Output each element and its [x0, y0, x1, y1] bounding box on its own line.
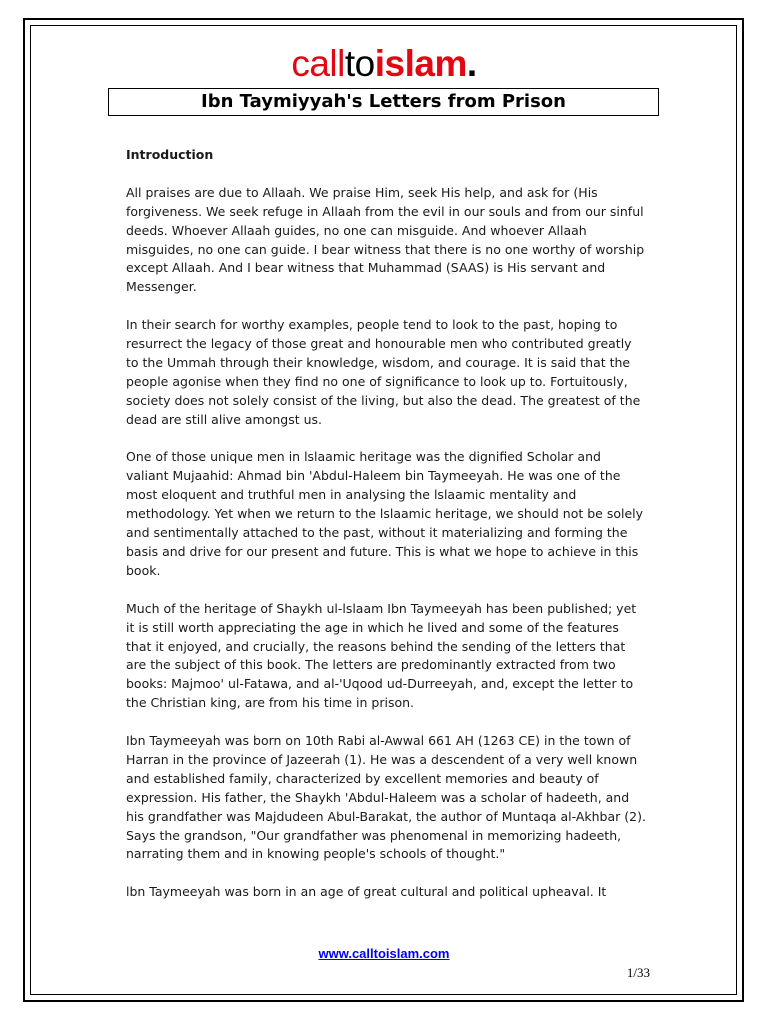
page-number: 1/33: [626, 965, 650, 980]
website-link[interactable]: www.calltoislam.com: [318, 946, 450, 961]
logo-islam: islam: [374, 43, 467, 84]
paragraph: Ibn Taymeeyah was born on 10th Rabi al-Awwal 661 AH (1263 CE) in the town of Harran in the province of Jazeerah (1). He was a descendent of a very well known and established family, characterized by excellent memories and beauty of expression. His father, the Shaykh 'Abdul-Haleem was a scholar of hadeeth, and his grandfather was Majdudeen Abul-Barakat, the author of Muntaqa al-Akhbar (2). Says the grandson, "Our grandfather was phenomenal in memorizing hadeeth, narrating them and in knowing people's schools of thought.": [126, 733, 646, 862]
paragraph: Much of the heritage of Shaykh ul-lslaam Ibn Taymeeyah has been published; yet it is still worth appreciating the age in which he lived and some of the features that it enjoyed, and crucially, the reasons behind the sending of the letters that are the subject of this book. The letters are predominantly extracted from two books: Majmoo' ul-Fatawa, and al-'Uqood ud-Durreeyah, and, except the letter to the Christian king, are from his time in prison.: [126, 600, 637, 711]
paragraph: All praises are due to Allaah. We praise Him, seek His help, and ask for (His forgiveness. We seek refuge in Allaah from the evil in our souls and from our sinful deeds. Whoever Allaah guides, no one can misguide. And whoever Allaah misguides, no one can guide. I bear witness that there is no one worthy of worship except Allaah. And I bear witness that Muhammad (SAAS) is His servant and Messenger.: [126, 184, 645, 295]
paragraph: One of those unique men in lslaamic heritage was the dignified Scholar and valiant Mujaahid: Ahmad bin 'Abdul-Haleem bin Taymeeyah. He was one of the most eloquent and truthful men in analysing the lslaamic mentality and methodology. Yet when we return to the lslaamic heritage, we should not be solely and sentimentally attached to the past, without it materializing and forming the basis and drive for our present and future. This is what we hope to achieve in this book.: [126, 449, 644, 578]
document-body: [126, 146, 646, 921]
document-title: Ibn Taymiyyah's Letters from Prison: [108, 88, 659, 116]
logo-dot: .: [466, 43, 477, 84]
section-heading: Introduction: [126, 147, 214, 162]
logo-to: to: [344, 43, 375, 84]
paragraph: In their search for worthy examples, people tend to look to the past, hoping to resurrect the legacy of those great and honourable men who contributed greatly to the Ummah through their knowledge, wisdom, and courage. It is said that the people agonise when they find no one of significance to look up to. Fortuitously, society does not solely consist of the living, but also the dead. The greatest of the dead are still alive amongst us.: [126, 317, 641, 427]
calltoislam-logo: [0, 42, 768, 86]
paragraph: lbn Taymeeyah was born in an age of great cultural and political upheaval. It: [126, 884, 607, 900]
logo-call: call: [291, 43, 345, 84]
